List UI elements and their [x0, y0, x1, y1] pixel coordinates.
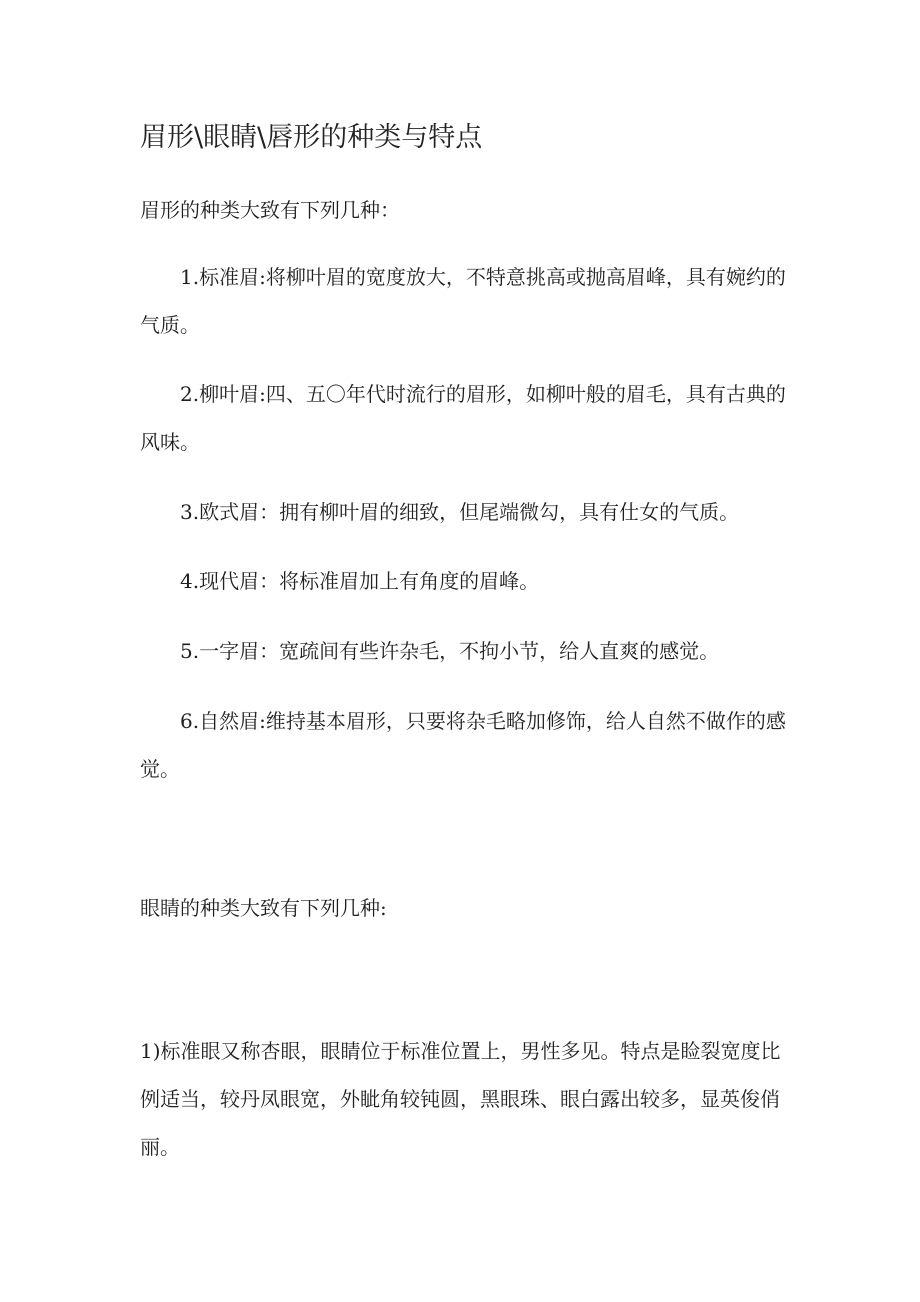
page-title: 眉形\眼睛\唇形的种类与特点 [140, 122, 483, 153]
eyebrow-item-standard: 1.标准眉:将柳叶眉的宽度放大，不特意挑高或抛高眉峰，具有婉约的气质。 [140, 265, 786, 337]
eyebrow-item-european: 3.欧式眉：拥有柳叶眉的细致，但尾端微勾，具有仕女的气质。 [180, 500, 740, 524]
eyebrow-intro: 眉形的种类大致有下列几种： [140, 198, 400, 222]
eyebrow-item-straight: 5.一字眉：宽疏间有些许杂毛，不拘小节，给人直爽的感觉。 [180, 639, 720, 663]
eyebrow-item-willow: 2.柳叶眉:四、五〇年代时流行的眉形，如柳叶般的眉毛，具有古典的风味。 [140, 382, 786, 454]
eyebrow-item-natural: 6.自然眉:维持基本眉形，只要将杂毛略加修饰，给人自然不做作的感觉。 [140, 709, 786, 781]
eye-item-standard: 1)标准眼又称杏眼，眼睛位于标准位置上，男性多见。特点是睑裂宽度比例适当，较丹凤眼宽，外眦角较钝圆，黑眼珠、眼白露出较多，显英俊俏丽。 [140, 1039, 781, 1159]
eye-intro: 眼睛的种类大致有下列几种: [140, 896, 387, 920]
eyebrow-item-modern: 4.现代眉：将标准眉加上有角度的眉峰。 [180, 569, 540, 593]
